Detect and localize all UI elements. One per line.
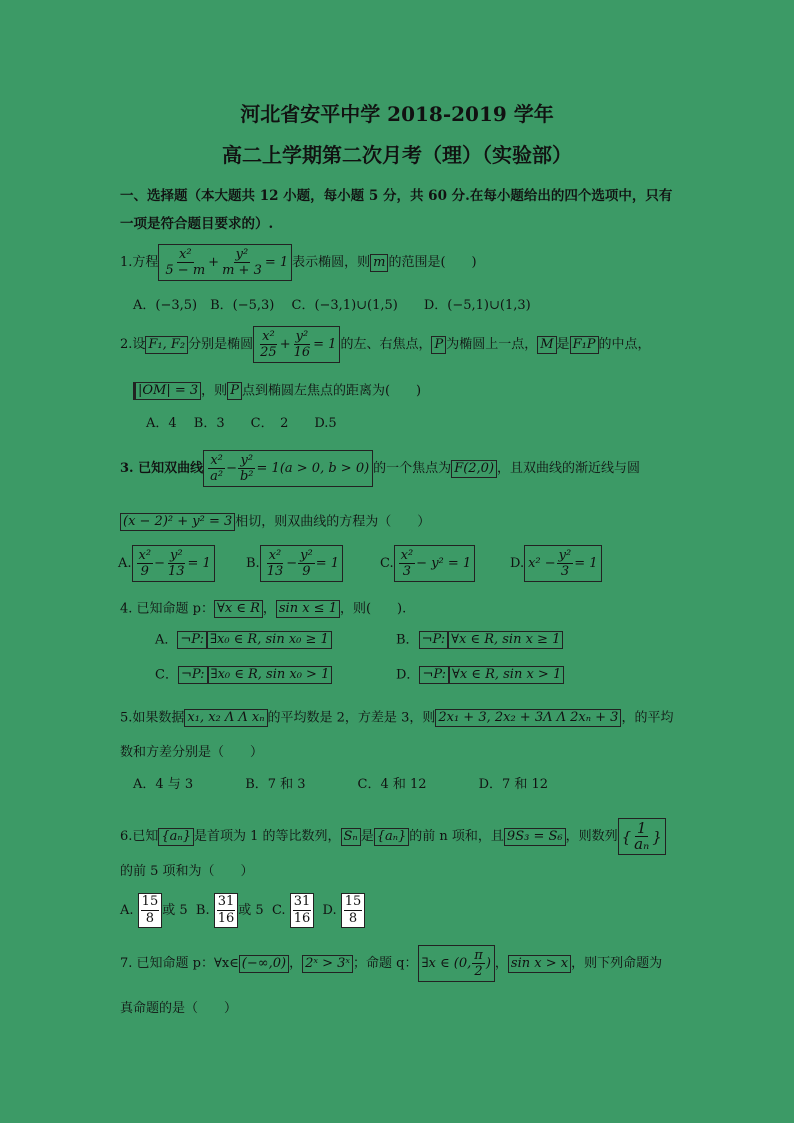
question-6-cont: 的前 5 项和为（ ） — [120, 864, 254, 879]
question-3: 3. 已知双曲线 $\frac{\text{x²}}{\text{a²}}$ − $\frac{\text{y²}}{\text{b²}}$ = 1(a > 0, b > 0) 的一个焦点为 F(2,0) ，且双曲线的渐近线与圆 — [120, 450, 640, 487]
q3-option-b: B. $\frac{\text{x²}}{13}$ − $\frac{\text{y²}}{9}$ = 1 — [246, 545, 343, 582]
q2-ellipse: $\frac{\text{x²}}{25}$ + $\frac{\text{y²}}{16}$ = 1 — [253, 326, 340, 363]
q3-option-c: C. $\frac{\text{x²}}{3}$ − y² = 1 — [380, 545, 475, 582]
q2-options: A．4 B．3 C． 2 D.5 — [146, 416, 337, 431]
q1-equation: $\frac{\text{x²}}{5 - m}$ + $\frac{\text{y²}}{m + 3}$ = 1 — [158, 244, 292, 281]
q3-hyperbola: $\frac{\text{x²}}{\text{a²}}$ − $\frac{\text{y²}}{\text{b²}}$ = 1(a > 0, b > 0) — [203, 450, 373, 487]
section-heading: 一、选择题（本大题共 12 小题，每小题 5 分，共 60 分.在每小题给出的四个选项中，只有 — [120, 188, 673, 204]
q2-foci: F₁, F₂ — [145, 336, 188, 354]
q3-option-d: D. x² − $\frac{\text{y²}}{3}$ = 1 — [510, 545, 602, 582]
question-7: 7. 已知命题 p：∀x∈ (−∞,0) ， 2ˣ > 3ˣ ；命题 q： ∃x ∈ (0, $\frac{\pi}{2}$ ) ， sin x > x ，则下列命题为 — [120, 945, 662, 982]
q4-option-d: D． ¬P: ∀x ∈ R, sin x > 1 — [396, 666, 564, 684]
q5-options: A．4 与 3 B．7 和 3 C．4 和 12 D．7 和 12 — [133, 777, 549, 792]
question-1: 1.方程 $\frac{\text{x²}}{5 - m}$ + $\frac{\text{y²}}{m + 3}$ = 1 表示椭圆，则 m 的范围是( ) — [120, 244, 477, 281]
question-4: 4. 已知命题 p： ∀x ∈ R ， sin x ≤ 1 ，则( ). — [120, 601, 407, 617]
question-5: 5.如果数据 x₁, x₂ Λ Λ xₙ 的平均数是 2，方差是 3，则 2x₁ + 3, 2x₂ + 3Λ Λ 2xₙ + 3 ，的平均 — [120, 710, 674, 726]
q1-prefix: 1.方程 — [120, 255, 159, 270]
question-6: 6.已知 {aₙ} 是首项为 1 的等比数列， Sₙ 是 {aₙ} 的前 n 项和，且 9S₃ = S₆ ，则数列 { $\frac{1}{\text{aₙ}}$ } — [120, 818, 666, 855]
document-subtitle: 高二上学期第二次月考（理）（实验部） — [222, 143, 572, 167]
q4-option-a: A． ¬P: ∃x₀ ∈ R, sin x₀ ≥ 1 — [155, 631, 332, 649]
q1-variable: m — [370, 254, 388, 272]
q1-options: A．(−3,5) B．(−5,3) C．(−3,1)∪(1,5) D．(−5,1)∪(1,3) — [133, 298, 531, 313]
question-3-cont: (x − 2)² + y² = 3 相切，则双曲线的方程为（ ） — [120, 513, 430, 531]
document-title: 河北省安平中学 2018-2019 学年 — [240, 102, 554, 126]
q2-om: |OM| = 3 — [133, 382, 201, 400]
q3-option-a: A. $\frac{\text{x²}}{9}$ − $\frac{\text{y²}}{13}$ = 1 — [118, 545, 215, 582]
section-heading-cont: 一项是符合题目要求的）. — [120, 216, 274, 232]
q3-focus: F(2,0) — [451, 460, 497, 478]
question-7-cont: 真命题的是（ ） — [120, 1001, 238, 1016]
q3-circle: (x − 2)² + y² = 3 — [120, 513, 235, 531]
question-5-cont: 数和方差分别是（ ） — [120, 745, 264, 760]
q6-options: A. $\frac{15}{8}$ 或 5 B. $\frac{31}{16}$ 或 5 C. $\frac{31}{16}$ D. $\frac{15}{8}$ — [120, 893, 365, 928]
question-2: 2.设 F₁, F₂ 分别是椭圆 $\frac{\text{x²}}{25}$ + $\frac{\text{y²}}{16}$ = 1 的左、右焦点， P 为椭圆上一点， M 是 F₁P 的中点， — [120, 326, 651, 363]
question-2-cont: |OM| = 3 ，则 P 点到椭圆左焦点的距离为( ) — [133, 382, 421, 400]
q4-option-b: B． ¬P: ∀x ∈ R, sin x ≥ 1 — [396, 631, 563, 649]
q4-option-c: C． ¬P: ∃x₀ ∈ R, sin x₀ > 1 — [155, 666, 332, 684]
